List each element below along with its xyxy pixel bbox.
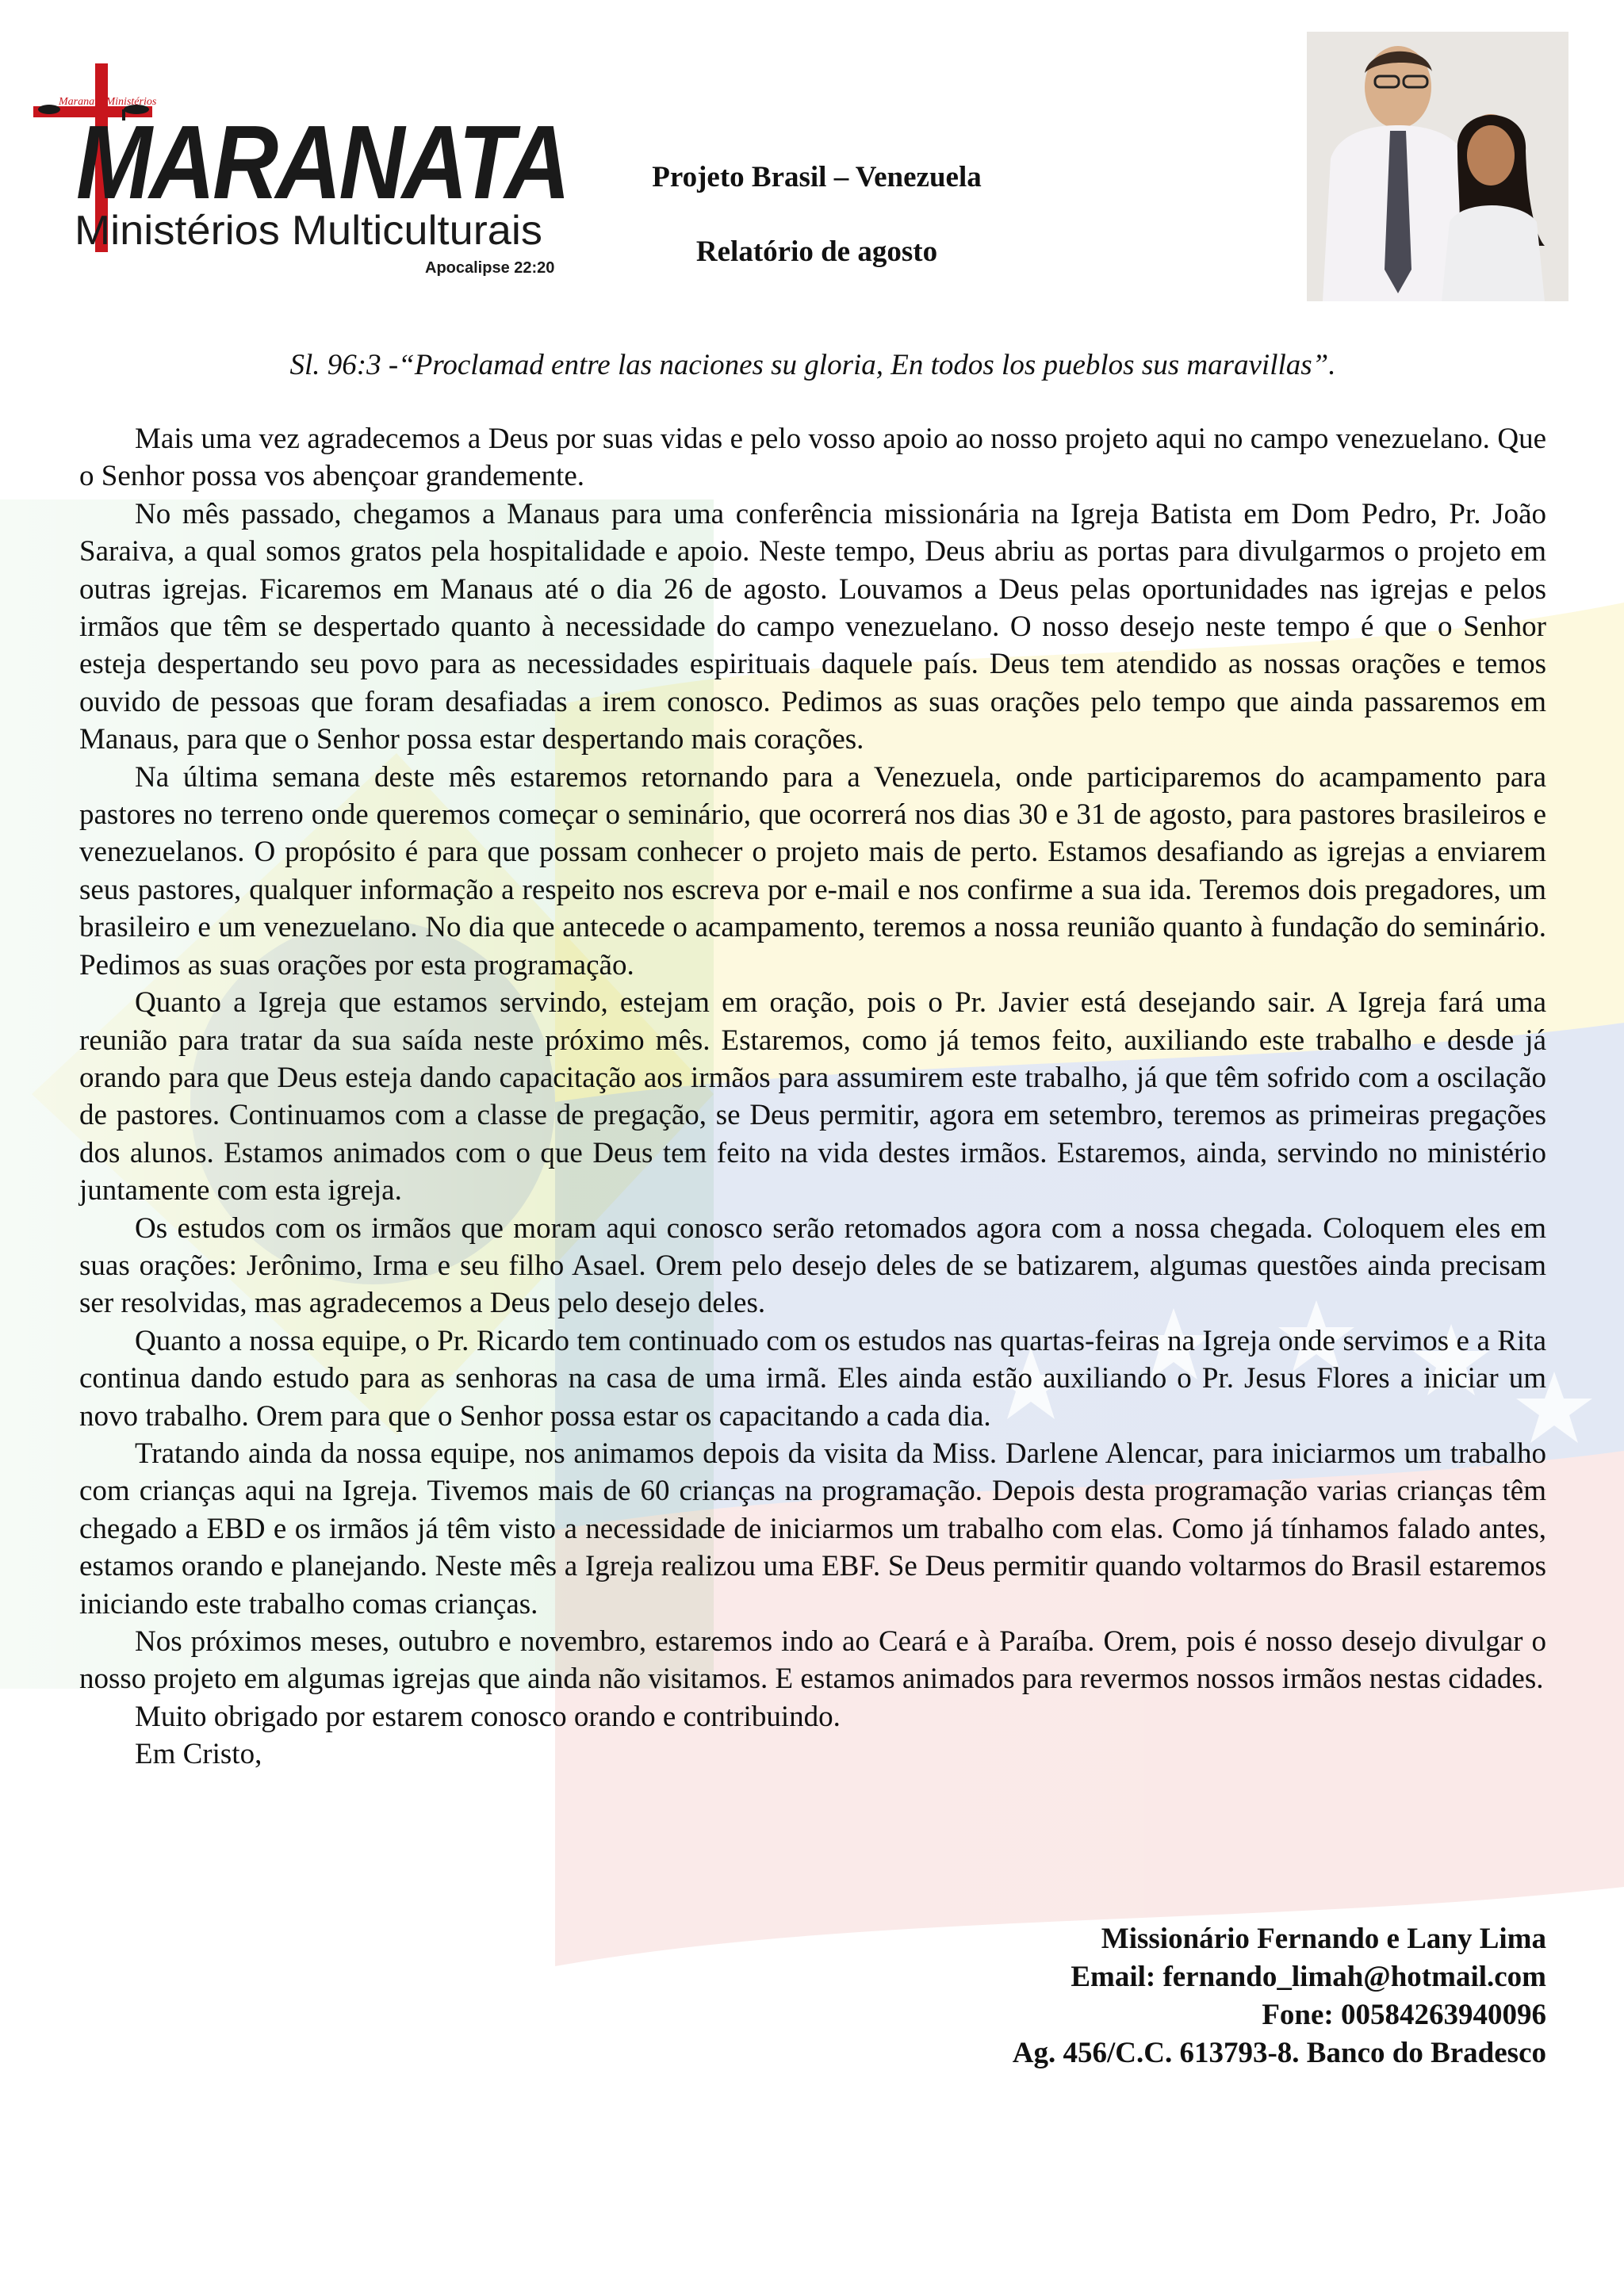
closing-salutation: Em Cristo, bbox=[135, 1738, 262, 1771]
paragraph: Tratando ainda da nossa equipe, nos animamos depois da visita da Miss. Darlene Alencar, para iniciarmos um trabalho com crianças aqui na Igreja. Tivemos mais de 60 crianças na programação. Depois desta programação varias crianças têm chegado a EBD e os irmãos já têm visto a necessidade de iniciarmos um trabalho com elas. Como já tínhamos falado antes, estamos orando e planejando. Neste mês a Igreja realizou uma EBF. Se Deus permitir quando voltarmos do Brasil estaremos iniciando este trabalho comas crianças. bbox=[79, 1437, 1546, 1621]
signature-names: Missionário Fernando e Lany Lima bbox=[1101, 1923, 1546, 1955]
logo-wordmark: MARANATA bbox=[76, 104, 568, 220]
logo-slogan: Maranata Ministérios bbox=[59, 96, 157, 108]
paragraph: No mês passado, chegamos a Manaus para uma conferência missionária na Igreja Batista em Dom Pedro, Pr. João Saraiva, a qual somos gratos pela hospitalidade e apoio. Neste tempo, Deus abriu as portas para divulgarmos o projeto em outras igrejas. Ficaremos em Manaus até o dia 26 de agosto. Louvamos a Deus pelas oportunidades nas igrejas e pelos irmãos que têm se despertado quanto à necessidade do campo venezuelano. O nosso desejo neste tempo é que o Senhor esteja despertando seu povo para as necessidades espirituais daquele país. Deus tem atendido as nossas orações e temos ouvido de pessoas que foram desafiadas a irem conosco. Pedimos as suas orações pelo tempo que ainda passaremos em Manaus, para que o Senhor possa estar despertando mais corações. bbox=[79, 497, 1546, 756]
paragraph: Nos próximos meses, outubro e novembro, estaremos indo ao Ceará e à Paraíba. Orem, pois é nosso desejo divulgar o nosso projeto em algumas igrejas que ainda não visitamos. E estamos animados para revermos nossos irmãos nestas cidades. bbox=[79, 1625, 1546, 1696]
document-subtitle: Relatório de agosto bbox=[695, 235, 938, 268]
maranata-logo bbox=[17, 57, 573, 287]
paragraph: Mais uma vez agradecemos a Deus por suas vidas e pelo vosso apoio ao nosso projeto aqui no campo venezuelano. Que o Senhor possa vos abençoar grandemente. bbox=[79, 423, 1546, 493]
missionary-couple-photo bbox=[1307, 32, 1568, 301]
logo-subtitle: Ministérios Multiculturais bbox=[75, 208, 542, 254]
signature-phone: Fone: 00584263940096 bbox=[1262, 1999, 1546, 2031]
signature-bank: Ag. 456/C.C. 613793-8. Banco do Bradesco bbox=[1012, 2037, 1546, 2069]
paragraph: Quanto a nossa equipe, o Pr. Ricardo tem continuado com os estudos nas quartas-feiras na Igreja onde servimos e a Rita continua dando estudo para as senhoras na casa de uma irmã. Eles ainda estão auxiliando o Pr. Jesus Flores a iniciar um novo trabalho. Orem para que o Senhor possa estar os capacitando a cada dia. bbox=[79, 1324, 1546, 1433]
signature-block bbox=[1013, 1920, 1546, 2072]
bible-verse: Sl. 96:3 -“Proclamad entre las naciones su gloria, En todos los pueblos sus maravillas”. bbox=[289, 349, 1336, 381]
header bbox=[587, 159, 1047, 271]
maranata-logo-graphic bbox=[17, 57, 573, 287]
letter-body bbox=[79, 420, 1546, 1774]
paragraph: Quanto a Igreja que estamos servindo, estejam em oração, pois o Pr. Javier está desejando sair. A Igreja fará uma reunião para tratar da sua saída neste próximo mês. Estaremos, como já temos feito, auxiliando este trabalho e desde já orando para que Deus esteja dando capacitação aos irmãos para assumirem este trabalho, já que têm sofrido com a oscilação de pastores. Continuamos com a classe de pregação, se Deus permitir, agora em setembro, teremos as primeiras pregações dos alunos. Estamos animados com o que Deus tem feito na vida destes irmãos. Estaremos, ainda, servindo no ministério juntamente com esta igreja. bbox=[79, 986, 1546, 1207]
paragraph: Os estudos com os irmãos que moram aqui conosco serão retomados agora com a nossa chegada. Coloquem eles em suas orações: Jerônimo, Irma e seu filho Asael. Orem pelo desejo deles de se batizarem, algumas questões ainda precisam ser resolvidas, mas agradecemos a Deus pelo desejo deles. bbox=[79, 1211, 1546, 1320]
document-title: Projeto Brasil – Venezuela bbox=[652, 161, 982, 193]
closing-thanks: Muito obrigado por estarem conosco orando e contribuindo. bbox=[135, 1700, 841, 1733]
signature-email: Email: fernando_limah@hotmail.com bbox=[1071, 1961, 1546, 1993]
paragraph: Na última semana deste mês estaremos retornando para a Venezuela, onde participaremos do acampamento para pastores no terreno onde queremos começar o seminário, que ocorrerá nos dias 30 e 31 de agosto, para pastores brasileiros e venezuelanos. O propósito é para que possam conhecer o projeto mais de perto. Estamos desafiando as igrejas a enviarem seus pastores, qualquer informação a respeito nos escreva por e-mail e nos confirme a sua ida. Teremos dois pregadores, um brasileiro e um venezuelano. No dia que antecede o acampamento, teremos a nossa reunião quanto à fundação do seminário. Pedimos as suas orações por esta programação. bbox=[79, 760, 1546, 982]
logo-reference: Apocalipse 22:20 bbox=[425, 259, 555, 277]
